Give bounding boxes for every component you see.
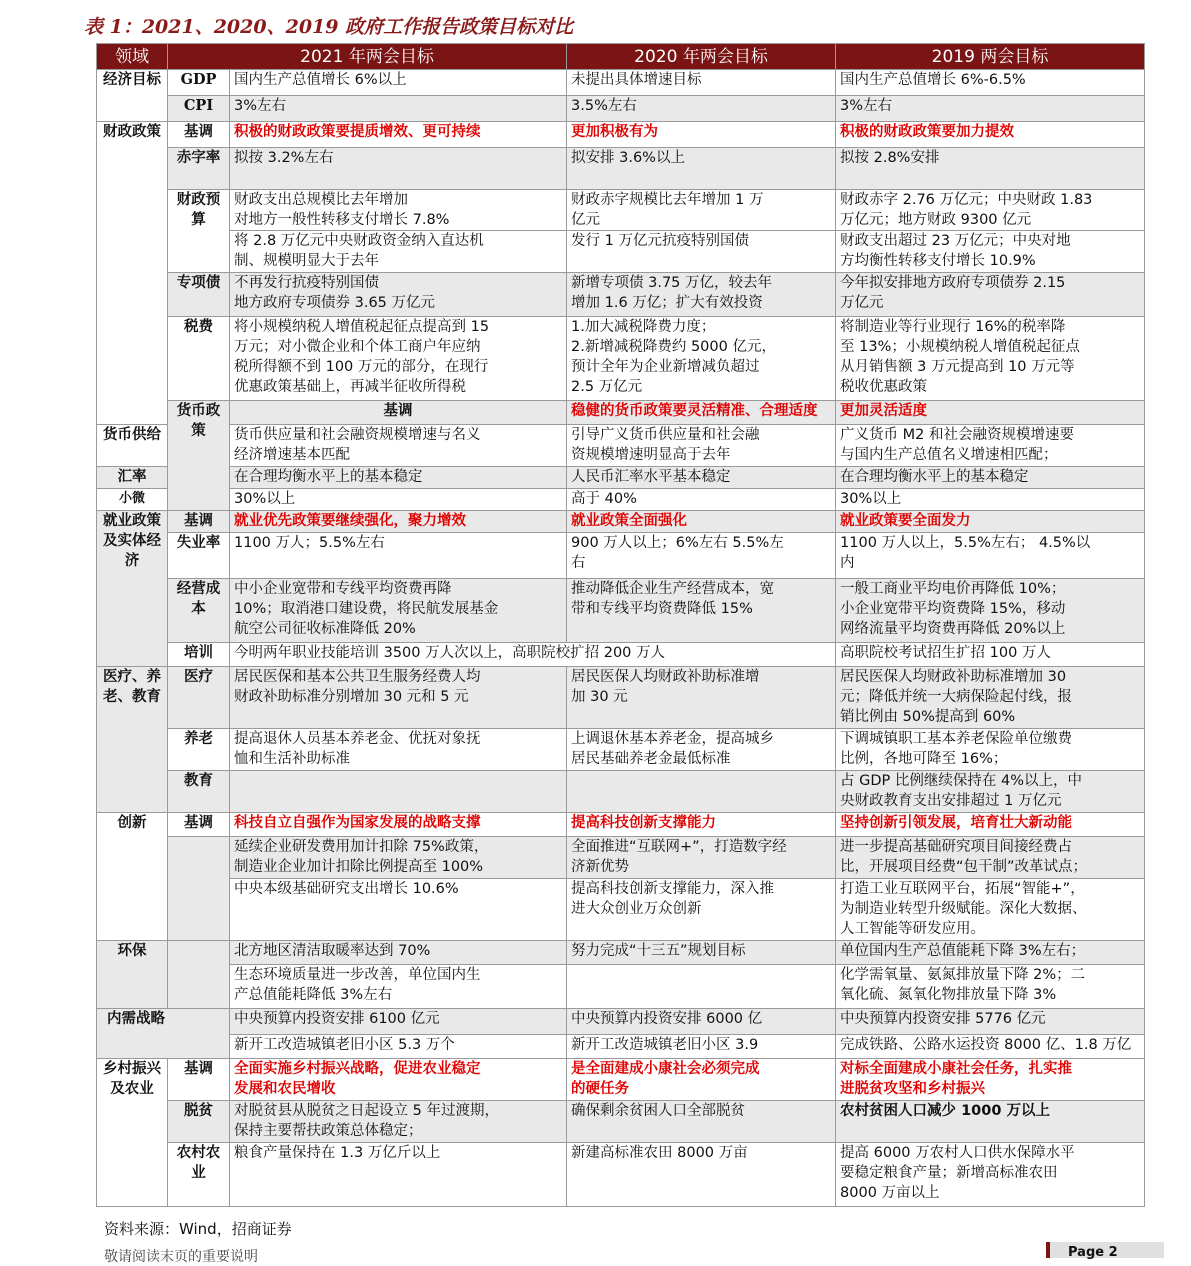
cell-line: 经济增速基本匹配 (234, 447, 350, 463)
cell-2020-unemployment (567, 533, 836, 579)
cell-2019-special-bond (836, 273, 1145, 317)
cell-line: 高职院校考试招生扩招 100 万人 (840, 645, 1051, 661)
cell-line: 900 万人以上；6%左右 5.5%左 (571, 535, 784, 551)
sub-fx: 汇率 (97, 467, 168, 489)
cell-2021-budget-b (230, 231, 567, 273)
cell-line: 为制造业转型升级赋能。深化大数据、 (840, 901, 1087, 917)
cell-line: 制、规模明显大于去年 (234, 253, 379, 269)
sub-money-supply: 货币供给 (97, 425, 168, 467)
cell-line: 比，开展项目经费“包干制”改革试点； (840, 859, 1088, 875)
cell-2021-fx (230, 467, 567, 489)
cell-2019-deficit (836, 148, 1145, 190)
cell-2021-environment-a (230, 941, 567, 965)
cell-line: 就业政策全面强化 (571, 512, 688, 529)
cell-2021-operating-cost (230, 579, 567, 643)
cell-2020-innovation-a (567, 837, 836, 879)
cell-2019-innovation-tone (836, 813, 1145, 837)
sub-pension: 养老 (168, 729, 230, 771)
cell-line: 制造业企业加计扣除比例提高至 100% (234, 859, 484, 875)
cell-2019-training (836, 643, 1145, 667)
cell-line: 提高科技创新支撑能力 (571, 814, 717, 831)
domain-innovation: 创新 (97, 813, 168, 941)
domain-domestic-demand: 内需战略 (97, 1009, 230, 1059)
cell-line: 产总值能耗降低 3%左右 (234, 987, 393, 1003)
cell-line: 稳健的货币政策要灵活精准、合理适度 (571, 402, 818, 419)
cell-line: 对地方一般性转移支付增长 7.8% (234, 212, 450, 228)
cell-line: 新增专项债 3.75 万亿，较去年 (571, 275, 773, 291)
cell-2020-agriculture (567, 1143, 836, 1207)
cell-line: 3%左右 (234, 98, 287, 114)
cell-2019-innovation-a (836, 837, 1145, 879)
sub-tax: 税费 (168, 317, 230, 401)
cell-2019-micro (836, 489, 1145, 511)
cell-2021-monetary-tone (567, 401, 836, 425)
domain-economy: 经济目标 (97, 70, 168, 122)
cell-2019-employment-tone (836, 511, 1145, 533)
cell-line: 万亿元；地方财政 9300 亿元 (840, 212, 1032, 228)
cell-2019-unemployment (836, 533, 1145, 579)
sub-unemployment: 失业率 (168, 533, 230, 579)
sub-cpi: CPI (168, 96, 230, 122)
sub-training: 培训 (168, 643, 230, 667)
cell-line: 全面推进“互联网+”，打造数字经 (571, 839, 787, 855)
cell-line: 30%以上 (234, 491, 296, 507)
cell-2019-fx (836, 467, 1145, 489)
cell-2021-pension (230, 729, 567, 771)
cell-line: 国内生产总值增长 6%-6.5% (840, 72, 1026, 88)
cell-2021-micro (230, 489, 567, 511)
cell-2020-tax (567, 317, 836, 401)
cell-line: 中小企业宽带和专线平均资费再降 (234, 581, 452, 597)
cell-2021-tax (230, 317, 567, 401)
cell-line: 比例，各地可降至 16%； (840, 751, 1008, 767)
cell-line: 坚持创新引领发展，培育壮大新动能 (840, 814, 1073, 831)
cell-line: 积极的财政政策要加力提效 (840, 123, 1015, 140)
cell-2020-micro (567, 489, 836, 511)
cell-2021-rural-tone (230, 1059, 567, 1101)
cell-2020-environment-a (567, 941, 836, 965)
cell-2020-employment-tone (567, 511, 836, 533)
sub-deficit: 赤字率 (168, 148, 230, 190)
cell-2020-poverty (567, 1101, 836, 1143)
cell-2021-medical (230, 667, 567, 729)
cell-line: 占 GDP 比例继续保持在 4%以上，中 (840, 773, 1082, 789)
cell-line: 进脱贫攻坚和乡村振兴 (840, 1080, 986, 1097)
cell-line: 济新优势 (571, 859, 630, 875)
header-domain: 领域 (97, 44, 168, 70)
cell-line: 央财政教育支出安排超过 1 万亿元 (840, 793, 1062, 809)
header-2021: 2021 年两会目标 (168, 44, 567, 70)
cell-2019-environment-b (836, 965, 1145, 1009)
cell-line: 2.5 万亿元 (571, 379, 643, 395)
cell-line: 氧化硫、氮氧化物排放量下降 3% (840, 987, 1057, 1003)
cell-2020-demand-a (567, 1009, 836, 1035)
cell-line: 打造工业互联网平台，拓展“智能+”， (840, 881, 1085, 897)
cell-2021-employment-tone (230, 511, 567, 533)
cell-2021-innovation-a (230, 837, 567, 879)
cell-line: 今年拟安排地方政府专项债券 2.15 (840, 275, 1066, 291)
sub-operating-cost: 经营成本 (168, 579, 230, 643)
cell-line: 新开工改造城镇老旧小区 3.9 (571, 1037, 759, 1053)
cell-2021-deficit (230, 148, 567, 190)
cell-line: 对脱贫县从脱贫之日起设立 5 年过渡期， (234, 1103, 499, 1119)
cell-line: 新开工改造城镇老旧小区 5.3 万个 (234, 1037, 455, 1053)
cell-line: 税所得额不到 100 万元的部分，在现行 (234, 359, 489, 375)
cell-line: 1100 万人；5.5%左右 (234, 535, 385, 551)
cell-2021-money-supply (230, 425, 567, 467)
cell-2019-gdp (836, 70, 1145, 96)
cell-line: 粮食产量保持在 1.3 万亿斤以上 (234, 1145, 441, 1161)
cell-2019-pension (836, 729, 1145, 771)
sub-budget: 财政预算 (168, 190, 230, 273)
source-note: 资料来源：Wind，招商证券 (104, 1220, 292, 1238)
cell-line: 提高科技创新支撑能力，深入推 (571, 881, 775, 897)
cell-line: 1100 万人以上，5.5%左右； 4.5%以 (840, 535, 1091, 551)
cell-2021-education (230, 771, 567, 813)
cell-2021-demand-a (230, 1009, 567, 1035)
cell-line: 更加灵活适度 (840, 402, 928, 419)
cell-line: 科技自立自强作为国家发展的战略支撑 (234, 814, 481, 831)
cell-line: 航空公司征收标准降低 20% (234, 621, 416, 637)
cell-2020-environment-b (567, 965, 836, 1009)
sub-fiscal-tone: 基调 (168, 122, 230, 148)
sub-monetary-tone: 基调 (230, 401, 567, 425)
cell-line: 8000 万亩以上 (840, 1185, 940, 1201)
cell-line: 进大众创业万众创新 (571, 901, 702, 917)
cell-line: 右 (571, 555, 586, 571)
cell-line: 进一步提高基础研究项目间接经费占 (840, 839, 1073, 855)
cell-2021-agriculture (230, 1143, 567, 1207)
cell-line: 中央本级基础研究支出增长 10.6% (234, 881, 459, 897)
cell-line: 提高退休人员基本养老金、优抚对象抚 (234, 731, 481, 747)
cell-line: 积极的财政政策要提质增效、更可持续 (234, 123, 481, 140)
cell-line: 完成铁路、公路水运投资 8000 亿、1.8 万亿 (840, 1037, 1132, 1053)
cell-line: 优惠政策基础上，再减半征收所得税 (234, 379, 466, 395)
cell-2020-deficit (567, 148, 836, 190)
cell-2019-budget-a (836, 190, 1145, 231)
cell-line: 至 13%；小规模纳税人增值税起征点 (840, 339, 1080, 355)
cell-2021-special-bond (230, 273, 567, 317)
cell-line: 10%；取消港口建设费，将民航发展基金 (234, 601, 499, 617)
cell-line: 广义货币 M2 和社会融资规模增速要 (840, 427, 1074, 443)
cell-line: 化学需氧量、氨氮排放量下降 2%；二 (840, 967, 1086, 983)
sub-innovation-blank (168, 837, 230, 941)
cell-line: 在合理均衡水平上的基本稳定 (840, 469, 1029, 485)
cell-2019-budget-b (836, 231, 1145, 273)
cell-2021-innovation-b (230, 879, 567, 941)
cell-line: 拟按 2.8%安排 (840, 150, 940, 166)
cell-line: 今明两年职业技能培训 3500 万人次以上，高职院校扩招 200 万人 (234, 645, 666, 661)
cell-2021-fiscal-tone (230, 122, 567, 148)
cell-line: 生态环境质量进一步改善，单位国内生 (234, 967, 481, 983)
cell-line: 发行 1 万亿元抗疫特别国债 (571, 233, 749, 249)
sub-employment-tone: 基调 (168, 511, 230, 533)
cell-2019-medical (836, 667, 1145, 729)
domain-welfare: 医疗、养老、教育 (97, 667, 168, 813)
cell-line: 发展和农民增收 (234, 1080, 336, 1097)
cell-2020-fx (567, 467, 836, 489)
cell-line: 引导广义货币供应量和社会融 (571, 427, 760, 443)
cell-line: 地方政府专项债券 3.65 万亿元 (234, 295, 436, 311)
cell-2019-poverty (836, 1101, 1145, 1143)
cell-2021-environment-b (230, 965, 567, 1009)
cell-line: 3.5%左右 (571, 98, 637, 114)
cell-line: 对标全面建成小康社会任务，扎实推 (840, 1060, 1073, 1077)
cell-2019-cpi (836, 96, 1145, 122)
cell-2020-medical (567, 667, 836, 729)
cell-2019-demand-a (836, 1009, 1145, 1035)
sub-innovation-tone: 基调 (168, 813, 230, 837)
cell-line: 单位国内生产总值能耗下降 3%左右； (840, 943, 1086, 959)
cell-line: 人民币汇率水平基本稳定 (571, 469, 731, 485)
cell-line: 30%以上 (840, 491, 902, 507)
cell-2020-pension (567, 729, 836, 771)
cell-2019-environment-a (836, 941, 1145, 965)
cell-2021-innovation-tone (230, 813, 567, 837)
cell-line: 就业政策要全面发力 (840, 512, 971, 529)
cell-2020-fiscal-tone (567, 122, 836, 148)
cell-line: 的硬任务 (571, 1080, 630, 1097)
sub-special-bond: 专项债 (168, 273, 230, 317)
cell-2020-innovation-b (567, 879, 836, 941)
sub-environment-blank (168, 941, 230, 1009)
cell-line: 未提出具体增速目标 (571, 72, 702, 88)
cell-2019-education (836, 771, 1145, 813)
cell-line: 加 30 元 (571, 689, 628, 705)
cell-line: 中央预算内投资安排 5776 亿元 (840, 1011, 1046, 1027)
cell-2019-innovation-b (836, 879, 1145, 941)
cell-line: 居民医保和基本公共卫生服务经费人均 (234, 669, 481, 685)
cell-line: 小企业宽带平均资费降 15%，移动 (840, 601, 1066, 617)
cell-line: 就业优先政策要继续强化，聚力增效 (234, 512, 466, 529)
cell-2021-budget-a (230, 190, 567, 231)
domain-environment: 环保 (97, 941, 168, 1009)
cell-2020-monetary-tone (836, 401, 1145, 425)
cell-line: 农村贫困人口减少 1000 万以上 (840, 1103, 1050, 1119)
table-title: 表 1：2021、2020、2019 政府工作报告政策目标对比 (84, 16, 574, 38)
cell-line: 居民医保人均财政补助标准增加 30 (840, 669, 1067, 685)
cell-line: 将 2.8 万亿元中央财政资金纳入直达机 (234, 233, 484, 249)
cell-line: 拟安排 3.6%以上 (571, 150, 685, 166)
cell-2021-2020-training (230, 643, 836, 667)
cell-2019-operating-cost (836, 579, 1145, 643)
domain-rural: 乡村振兴及农业 (97, 1059, 168, 1207)
cell-2020-budget-a (567, 190, 836, 231)
cell-line: 2.新增减税降费约 5000 亿元， (571, 339, 776, 355)
cell-line: 资规模增速明显高于去年 (571, 447, 731, 463)
cell-line: 财政支出总规模比去年增加 (234, 192, 408, 208)
cell-line: 将小规模纳税人增值税起征点提高到 15 (234, 319, 490, 335)
cell-2020-operating-cost (567, 579, 836, 643)
cell-line: 亿元 (571, 212, 601, 228)
cell-2020-education (567, 771, 836, 813)
cell-line: 带和专线平均资费降低 15% (571, 601, 753, 617)
cell-2020-demand-b (567, 1035, 836, 1059)
cell-line: 在合理均衡水平上的基本稳定 (234, 469, 423, 485)
cell-line: 北方地区清洁取暖率达到 70% (234, 943, 431, 959)
cell-2020-special-bond (567, 273, 836, 317)
cell-2019-rural-tone (836, 1059, 1145, 1101)
cell-line: 万元；对小微企业和个体工商户年应纳 (234, 339, 481, 355)
cell-line: 财政赤字 2.76 万亿元；中央财政 1.83 (840, 192, 1093, 208)
cell-2020-gdp (567, 70, 836, 96)
domain-fiscal: 财政政策 (97, 122, 168, 425)
cell-line: 提高 6000 万农村人口供水保障水平 (840, 1145, 1075, 1161)
cell-line: 高于 40% (571, 491, 637, 507)
cell-line: 中央预算内投资安排 6000 亿 (571, 1011, 763, 1027)
cell-line: 增加 1.6 万亿；扩大有效投资 (571, 295, 763, 311)
cell-line: 税收优惠政策 (840, 379, 928, 395)
cell-2021-demand-b (230, 1035, 567, 1059)
cell-2019-agriculture (836, 1143, 1145, 1207)
sub-education: 教育 (168, 771, 230, 813)
cell-line: 一般工商业平均电价再降低 10%； (840, 581, 1066, 597)
cell-2021-gdp (230, 70, 567, 96)
sub-micro: 小微 (97, 489, 168, 511)
sub-poverty: 脱贫 (168, 1101, 230, 1143)
cell-line: 人工智能等研发应用。 (840, 921, 986, 937)
cell-line: 将制造业等行业现行 16%的税率降 (840, 319, 1066, 335)
cell-2020-cpi (567, 96, 836, 122)
cell-2020-rural-tone (567, 1059, 836, 1101)
cell-line: 不再发行抗疫特别国债 (234, 275, 379, 291)
cell-line: 1.加大减税降费力度； (571, 319, 716, 335)
cell-2019-tax (836, 317, 1145, 401)
cell-line: 3%左右 (840, 98, 893, 114)
cell-line: 中央预算内投资安排 6100 亿元 (234, 1011, 440, 1027)
header-2020: 2020 年两会目标 (567, 44, 836, 70)
cell-line: 从月销售额 3 万元提高到 10 万元等 (840, 359, 1075, 375)
cell-line: 销比例由 50%提高到 60% (840, 709, 1016, 725)
notice-text: 敬请阅读末页的重要说明 (104, 1249, 258, 1265)
cell-line: 拟按 3.2%左右 (234, 150, 334, 166)
cell-line: 居民基础养老金最低标准 (571, 751, 731, 767)
cell-line: 要稳定粮食产量；新增高标准农田 (840, 1165, 1058, 1181)
sub-medical: 医疗 (168, 667, 230, 729)
cell-2021-cpi (230, 96, 567, 122)
cell-line: 全面实施乡村振兴战略，促进农业稳定 (234, 1060, 481, 1077)
cell-line: 居民医保人均财政补助标准增 (571, 669, 760, 685)
cell-line: 财政支出超过 23 万亿元；中央对地 (840, 233, 1071, 249)
cell-line: 万亿元 (840, 295, 884, 311)
policy-comparison-table (96, 43, 1145, 1207)
domain-employment: 就业政策及实体经济 (97, 511, 168, 667)
cell-line: 国内生产总值增长 6%以上 (234, 72, 407, 88)
cell-line: 新建高标准农田 8000 万亩 (571, 1145, 748, 1161)
cell-line: 财政补助标准分别增加 30 元和 5 元 (234, 689, 469, 705)
cell-line: 元；降低并统一大病保险起付线，报 (840, 689, 1073, 705)
cell-line: 更加积极有为 (571, 123, 659, 140)
cell-line: 方均衡性转移支付增长 10.9% (840, 253, 1036, 269)
cell-line: 延续企业研发费用加计扣除 75%政策， (234, 839, 489, 855)
cell-2020-budget-b (567, 231, 836, 273)
cell-line: 恤和生活补助标准 (234, 751, 350, 767)
domain-monetary: 货币政策 (168, 401, 230, 511)
cell-line: 确保剩余贫困人口全部脱贫 (571, 1103, 746, 1119)
cell-line: 预计全年为企业新增减负超过 (571, 359, 760, 375)
sub-rural-tone: 基调 (168, 1059, 230, 1101)
cell-line: 内 (840, 555, 855, 571)
cell-line: 网络流量平均资费再降低 20%以上 (840, 621, 1066, 637)
cell-line: 是全面建成小康社会必须完成 (571, 1060, 760, 1077)
cell-2019-money-supply (836, 425, 1145, 467)
cell-line: 货币供应量和社会融资规模增速与名义 (234, 427, 481, 443)
cell-2019-demand-b (836, 1035, 1145, 1059)
cell-line: 财政赤字规模比去年增加 1 万 (571, 192, 764, 208)
sub-agriculture: 农村农业 (168, 1143, 230, 1207)
cell-2019-fiscal-tone (836, 122, 1145, 148)
cell-line: 与国内生产总值名义增速相匹配； (840, 447, 1058, 463)
page-number: Page 2 (1046, 1242, 1164, 1258)
cell-line: 上调退休基本养老金，提高城乡 (571, 731, 775, 747)
cell-2020-innovation-tone (567, 813, 836, 837)
cell-2020-money-supply (567, 425, 836, 467)
cell-2021-poverty (230, 1101, 567, 1143)
cell-line: 努力完成“十三五”规划目标 (571, 943, 746, 959)
cell-line: 下调城镇职工基本养老保险单位缴费 (840, 731, 1073, 747)
header-2019: 2019 两会目标 (836, 44, 1145, 70)
cell-2021-unemployment (230, 533, 567, 579)
cell-line: 推动降低企业生产经营成本，宽 (571, 581, 775, 597)
sub-gdp: GDP (168, 70, 230, 96)
cell-line: 保持主要帮扶政策总体稳定； (234, 1123, 423, 1139)
